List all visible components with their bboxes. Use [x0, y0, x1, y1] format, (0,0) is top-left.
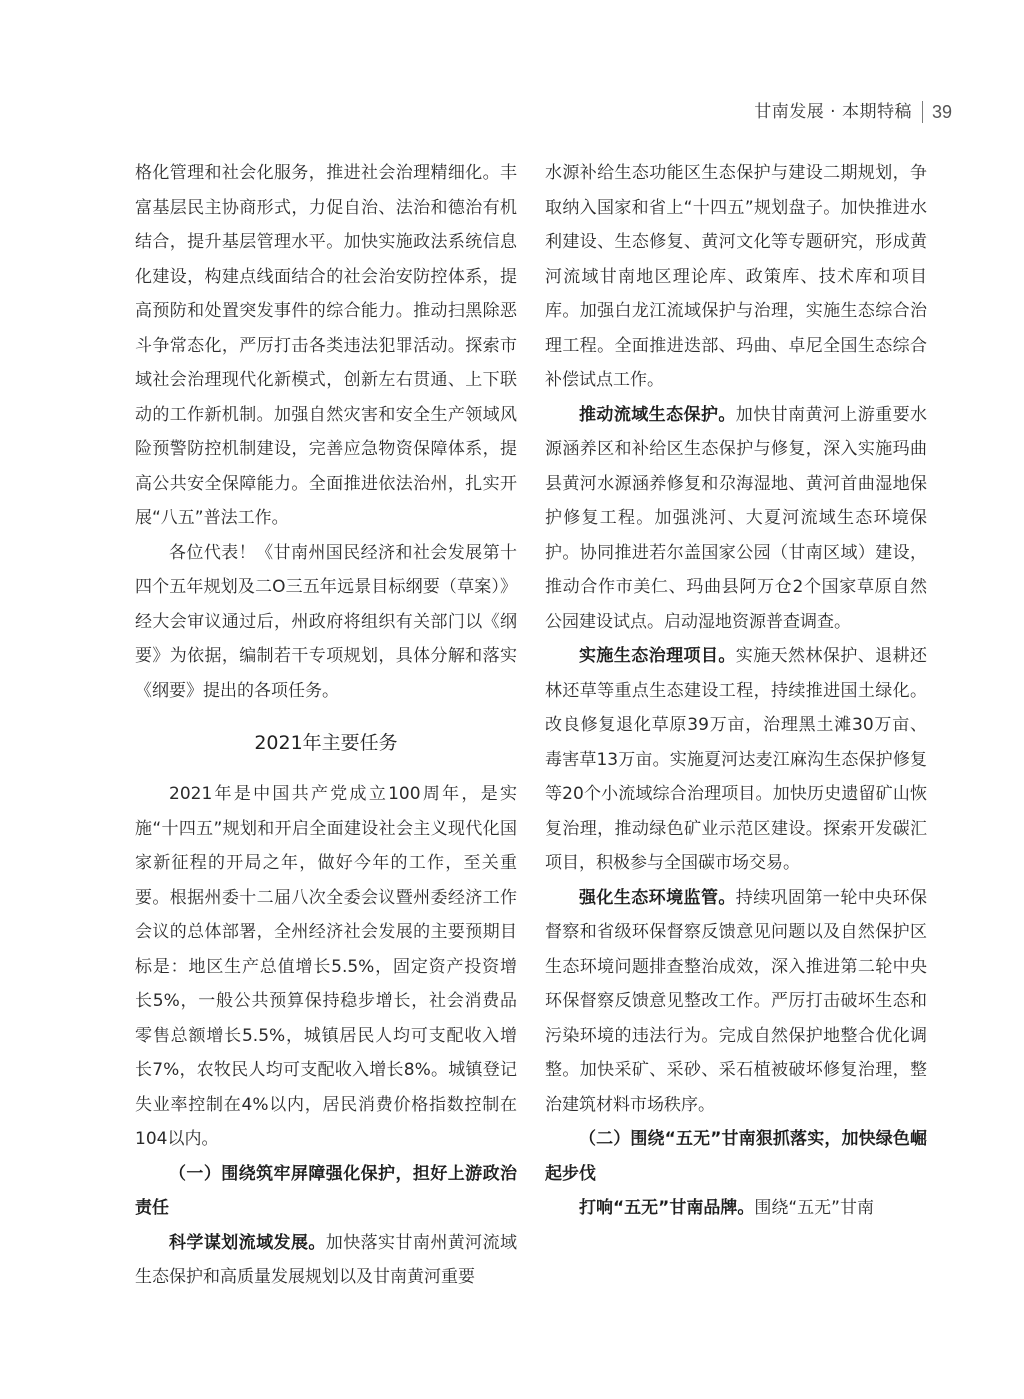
subheading-ecological-barrier: （一）围绕筑牢屏障强化保护，担好上游政治责任 [135, 1163, 517, 1218]
paragraph-ecological-projects [545, 639, 927, 881]
paragraph-basin-protection [545, 398, 927, 640]
running-header-section: 甘南发展 · 本期特稿 [754, 102, 912, 122]
section-heading-2021-tasks: 2021年主要任务 [254, 732, 398, 754]
paragraph-basin-planning [135, 1226, 517, 1295]
page-header [754, 101, 952, 123]
lead-phrase-environment-supervision: 强化生态环境监管。 [579, 887, 736, 908]
body-ecological-projects: 实施天然林保护、退耕还林还草等重点生态建设工程，持续推进国土绿化。改良修复退化草原39万亩，治理黑土滩30万亩、毒害草13万亩。实施夏河达麦江麻沟生态保护修复等20个小流域综合治理项目。加快历史遗留矿山恢复治理，推动绿色矿业示范区建设。探索开发碳汇项目，积极参与全国碳市场交易。 [545, 646, 928, 873]
body-basin-protection: 加快甘南黄河上游重要水源涵养区和补给区生态保护与修复，深入实施玛曲县黄河水源涵养修复和尕海湿地、黄河首曲湿地保护修复工程。加强洮河、大夏河流域生态环境保护。协同推进若尔盖国家公园（甘南区域）建设，推动合作市美仁、玛曲县阿万仓2个国家草原自然公园建设试点。启动湿地资源普查调查。 [545, 404, 928, 632]
paragraph-five-no-brand [545, 1191, 927, 1226]
paragraph-delegates-outline: 各位代表！《甘南州国民经济和社会发展第十四个五年规划及二O三五年远景目标纲要（草案）》经大会审议通过后，州政府将组织有关部门以《纲要》为依据，编制若干专项规划，具体分解和落实《纲要》提出的各项任务。 [135, 542, 517, 701]
body-five-no-brand: 围绕“五无”甘南 [754, 1198, 874, 1218]
subheading-five-no-gannan: （二）围绕“五无”甘南狠抓落实，加快绿色崛起步伐 [545, 1129, 927, 1184]
body-environment-supervision: 持续巩固第一轮中央环保督察和省级环保督察反馈意见问题以及自然保护区生态环境问题排查整治成效，深入推进第二轮中央环保督察反馈意见整改工作。严厉打击破坏生态和污染环境的违法行为。完成自然保护地整合优化调整。加快采矿、采砂、采石植被破坏修复治理，整治建筑材料市场秩序。 [545, 887, 928, 1115]
page-number: 39 [931, 102, 952, 122]
body-basin-planning: 加快落实甘南州黄河流域生态保护和高质量发展规划以及甘南黄河重要 [135, 1232, 518, 1287]
paragraph-environment-supervision [545, 881, 927, 1123]
lead-phrase-ecological-projects: 实施生态治理项目。 [579, 646, 736, 666]
paragraph-2021-targets: 2021年是中国共产党成立100周年，是实施“十四五”规划和开启全面建设社会主义现代化国家新征程的开局之年，做好今年的工作，至关重要。根据州委十二届八次全委会议暨州委经济工作会议的总体部署，全州经济社会发展的主要预期目标是：地区生产总值增长5.5%，固定资产投资增长5%，一般公共预算保持稳步增长，社会消费品零售总额增长5.5%，城镇居民人均可支配收入增长7%，农牧民人均可支配收入增长8%。城镇登记失业率控制在4%以内，居民消费价格指数控制在104以内。 [135, 784, 517, 1149]
lead-phrase-five-no-brand: 打响“五无”甘南品牌。 [579, 1198, 755, 1218]
paragraph-water-source-plan: 水源补给生态功能区生态保护与建设二期规划，争取纳入国家和省上“十四五”规划盘子。加快推进水利建设、生态修复、黄河文化等专题研究，形成黄河流域甘南地区理论库、政策库、技术库和项目库。加强白龙江流域保护与治理，实施生态综合治理工程。全面推进迭部、玛曲、卓尼全国生态综合补偿试点工作。 [545, 163, 927, 390]
paragraph-social-governance: 格化管理和社会化服务，推进社会治理精细化。丰富基层民主协商形式，力促自治、法治和德治有机结合，提升基层管理水平。加快实施政法系统信息化建设，构建点线面结合的社会治安防控体系，提高预防和处置突发事件的综合能力。推动扫黑除恶斗争常态化，严厉打击各类违法犯罪活动。探索市域社会治理现代化新模式，创新左右贯通、上下联动的工作新机制。加强自然灾害和安全生产领域风险预警防控机制建设，完善应急物资保障体系，提高公共安全保障能力。全面推进依法治州，扎实开展“八五”普法工作。 [135, 163, 517, 528]
lead-phrase-basin-planning: 科学谋划流域发展。 [169, 1232, 326, 1253]
lead-phrase-basin-protection: 推动流域生态保护。 [579, 404, 736, 425]
left-column [135, 156, 517, 1295]
right-column [545, 156, 927, 1226]
header-divider [922, 101, 923, 123]
